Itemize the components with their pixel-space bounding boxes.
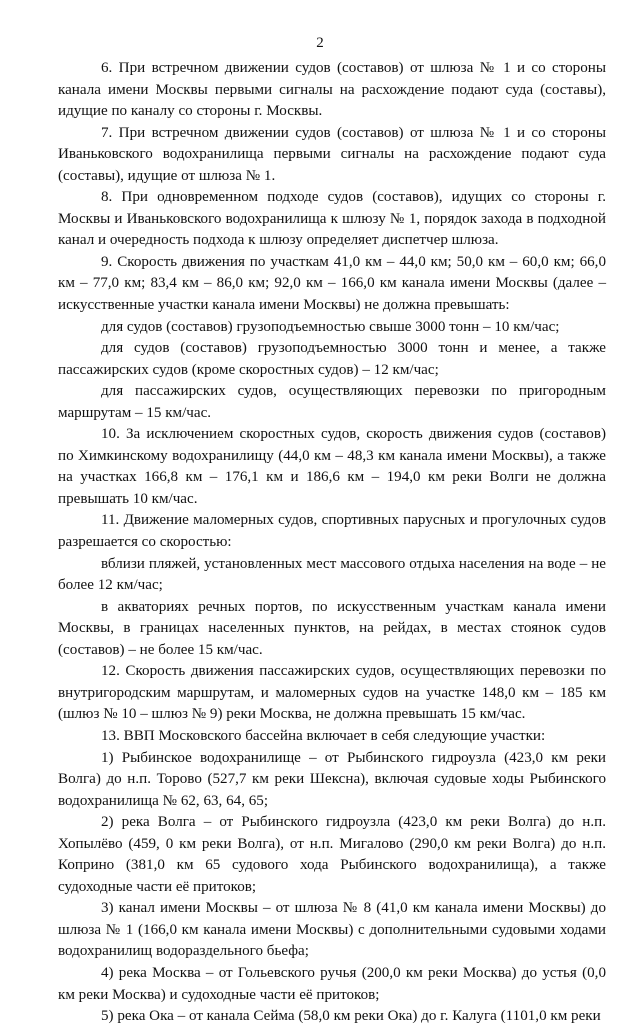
- paragraph: для пассажирских судов, осуществляющих перевозки по пригородным маршрутам – 15 км/час.: [58, 383, 606, 421]
- paragraph: 11. Движение маломерных судов, спортивных парусных и прогулочных судов разрешается со скоростью:: [58, 512, 606, 551]
- paragraph: 13. ВВП Московского бассейна включает в себя следующие участки:: [101, 727, 546, 744]
- paragraph: в акваториях речных портов, по искусственным участкам канала имени Москвы, в границах населенных пунктов, на рейдах, в местах стоянок судов (составов) – не более 15 км/час.: [58, 598, 606, 658]
- paragraph: 5) река Ока – от канала Сейма (58,0 км реки Ока) до г. Калуга (1101,0 км реки: [101, 1008, 601, 1025]
- paragraph: для судов (составов) грузоподъемностью 3000 тонн и менее, а также пассажирских судов (кроме скоростных судов) – 12 км/час;: [58, 340, 606, 378]
- paragraph: 9. Скорость движения по участкам 41,0 км – 44,0 км; 50,0 км – 60,0 км; 66,0 км – 77,0 км; 83,4 км – 86,0 км; 92,0 км – 166,0 км канала имени Москвы (далее – искусственные участки канала имени Москвы) не должна превышать:: [58, 253, 606, 314]
- paragraph: 10. За исключением скоростных судов, скорость движения судов (составов) по Химкинскому водохранилищу (44,0 км – 48,3 км канала имени Москвы), а также на участках 166,8 км – 176,1 км и 186,6 км – 194,0 км реки Волги не должна превышать 10 км/час.: [58, 426, 606, 507]
- document-body: [58, 58, 606, 1028]
- paragraph: 12. Скорость движения пассажирских судов, осуществляющих перевозки по внутригородским маршрутам, и маломерных судов на участке 148,0 км – 185 км (шлюз № 10 – шлюз № 9) реки Москва, не должна превышать 15 км/час.: [58, 663, 606, 723]
- paragraph: 4) река Москва – от Гольевского ручья (200,0 км реки Москва) до устья (0,0 км реки Москва) и судоходные части её притоков;: [58, 964, 606, 1003]
- paragraph: 3) канал имени Москвы – от шлюза № 8 (41,0 км канала имени Москвы) до шлюза № 1 (166,0 км канала имени Москвы) с дополнительными судовыми ходами водохранилищ водораздельного бьефа;: [58, 900, 606, 960]
- paragraph: для судов (составов) грузоподъемностью свыше 3000 тонн – 10 км/час;: [101, 318, 560, 335]
- paragraph: 8. При одновременном подходе судов (составов), идущих со стороны г. Москвы и Иваньковского водохранилища к шлюзу № 1, порядок захода в подходной канал и очередность подхода к шлюзу определяет диспетчер шлюза.: [58, 189, 606, 249]
- page-number: 2: [316, 35, 324, 51]
- paragraph: 2) река Волга – от Рыбинского гидроузла (423,0 км реки Волга) до н.п. Хопылёво (459, 0 км реки Волга), от н.п. Мигалово (290,0 км реки Волга) до н.п. Коприно (381,0 км 65 судового хода Рыбинского водохранилища), а также судоходные части её притоков;: [58, 814, 606, 895]
- paragraph: вблизи пляжей, установленных мест массового отдыха населения на воде – не более 12 км/час;: [58, 555, 606, 594]
- paragraph: 1) Рыбинское водохранилище – от Рыбинского гидроузла (423,0 км реки Волга) до н.п. Торово (527,7 км реки Шексна), включая судовые ходы Рыбинского водохранилища № 62, 63, 64, 65;: [58, 749, 606, 809]
- paragraph: 6. При встречном движении судов (составов) от шлюза № 1 и со стороны канала имени Москвы первыми сигналы на расхождение подают суда (составы), идущие по каналу со стороны г. Москвы.: [58, 60, 606, 120]
- paragraph: 7. При встречном движении судов (составов) от шлюза № 1 и со стороны Иваньковского водохранилища первыми сигналы на расхождение подают суда (составы), идущие от шлюза № 1.: [58, 124, 606, 184]
